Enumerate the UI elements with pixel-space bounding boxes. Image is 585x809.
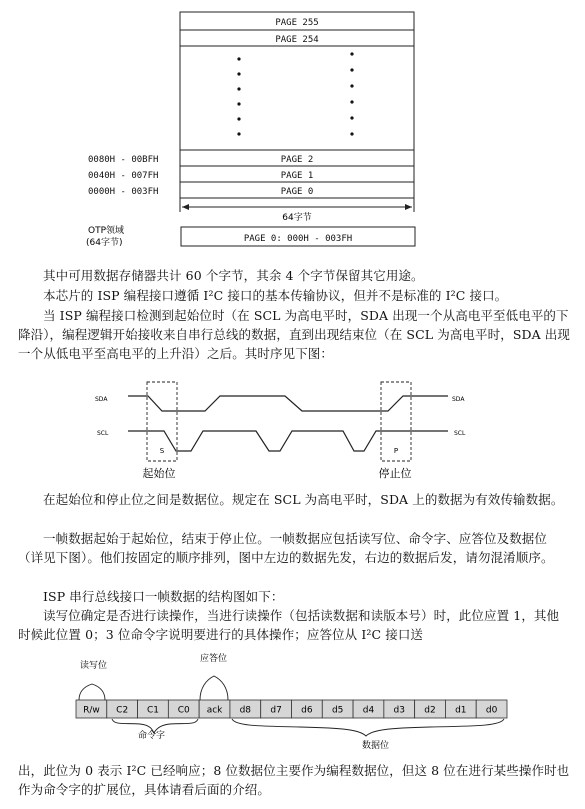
start-label: 起始位 bbox=[142, 467, 176, 480]
data-brace bbox=[232, 719, 504, 736]
frame-cell-label: d0 bbox=[485, 705, 498, 716]
frame-cell-label: d8 bbox=[239, 705, 252, 716]
page-label: PAGE 254 bbox=[275, 35, 319, 45]
frame-cell-label: d2 bbox=[424, 705, 436, 716]
address-label: 0080H - 00BFH bbox=[88, 155, 159, 165]
frame-cell-label: d1 bbox=[455, 705, 467, 716]
rw-label: 读写位 bbox=[80, 661, 108, 671]
paragraph: 一帧数据起始于起始位，结束于停止位。一帧数据应包括读写位、命令字、应答位及数据位（详见下图）。他们按固定的顺序排列，图中左边的数据先发，右边的数据后发，请勿混淆顺序。 bbox=[18, 531, 554, 565]
scl-waveform bbox=[128, 431, 448, 451]
frame-cell-label: d5 bbox=[331, 705, 344, 716]
address-label: 0000H - 003FH bbox=[88, 187, 159, 197]
data-label: 数据位 bbox=[362, 741, 390, 751]
paragraph: 本芯片的 ISP 编程接口遵循 I²C 接口的基本传输协议，但并不是标准的 I²C 接口。 bbox=[43, 288, 508, 303]
stop-label: 停止位 bbox=[378, 467, 412, 480]
stop-letter: P bbox=[393, 447, 399, 455]
otp-box-label: PAGE 0: 000H - 003FH bbox=[243, 234, 353, 244]
frame-structure-diagram bbox=[0, 648, 585, 753]
page-label: PAGE 0 bbox=[280, 187, 314, 197]
ack-label: 应答位 bbox=[200, 654, 228, 664]
frame-cell-label: d3 bbox=[393, 705, 405, 716]
frame-cell-label: C2 bbox=[116, 705, 129, 716]
frame-cell-label: d6 bbox=[301, 705, 313, 716]
ellipsis-dots bbox=[237, 52, 353, 135]
cmd-label: 命令字 bbox=[138, 731, 166, 741]
timing-diagram bbox=[0, 375, 585, 485]
frame-cell-label: C0 bbox=[177, 705, 190, 716]
otp-label: (64字节) bbox=[86, 238, 123, 248]
sda-label: SDA bbox=[95, 396, 108, 403]
otp-label: OTP领域 bbox=[88, 226, 125, 236]
paragraph: 当 ISP 编程接口检测到起始位时（在 SCL 为高电平时，SDA 出现一个从高电平至低电平的下降沿），编程逻辑开始接收来自串行总线的数据，直到出现结束位（在 SCL 为高电平时，SDA 出现一个从低电平至高电平的上升沿）之后。其时序见下图： bbox=[18, 308, 571, 361]
sda-label: SDA bbox=[452, 396, 465, 403]
memory-map-diagram bbox=[0, 0, 585, 255]
scl-label: SCL bbox=[97, 430, 109, 437]
width-label: 64字节 bbox=[282, 213, 312, 223]
paragraph: 其中可用数据存储器共计 60 个字节，其余 4 个字节保留其它用途。 bbox=[43, 268, 424, 283]
paragraph: 在起始位和停止位之间是数据位。规定在 SCL 为高电平时，SDA 上的数据为有效传输数据。 bbox=[43, 492, 564, 507]
page-label: PAGE 255 bbox=[275, 18, 319, 28]
rw-bracket bbox=[79, 684, 105, 700]
frame-cell-label: ack bbox=[206, 705, 223, 716]
address-label: 0040H - 007FH bbox=[88, 171, 159, 181]
paragraph: ISP 串行总线接口一帧数据的结构图如下： bbox=[43, 589, 284, 604]
page-label: PAGE 1 bbox=[280, 171, 314, 181]
paragraph: 出，此位为 0 表示 I²C 已经响应；8 位数据位主要作为编程数据位，但这 8 位在进行某些操作时也作为命令字的扩展位，具体请看后面的介绍。 bbox=[18, 763, 570, 797]
paragraph: 读写位确定是否进行读操作，当进行读操作（包括读数据和读版本号）时，此位应置 1，其他时候此位置 0；3 位命令字说明要进行的具体操作；应答位从 I²C 接口送 bbox=[18, 608, 560, 642]
start-letter: S bbox=[159, 447, 165, 455]
frame-cells bbox=[76, 700, 507, 718]
frame-cell-label: C1 bbox=[146, 705, 159, 716]
frame-cell-label: d7 bbox=[270, 705, 282, 716]
ack-bracket bbox=[200, 676, 228, 700]
sda-waveform bbox=[128, 396, 448, 411]
frame-cell-label: R/w bbox=[83, 705, 100, 716]
frame-cell-label: d4 bbox=[362, 705, 375, 716]
page-label: PAGE 2 bbox=[280, 155, 314, 165]
scl-label: SCL bbox=[454, 430, 466, 437]
